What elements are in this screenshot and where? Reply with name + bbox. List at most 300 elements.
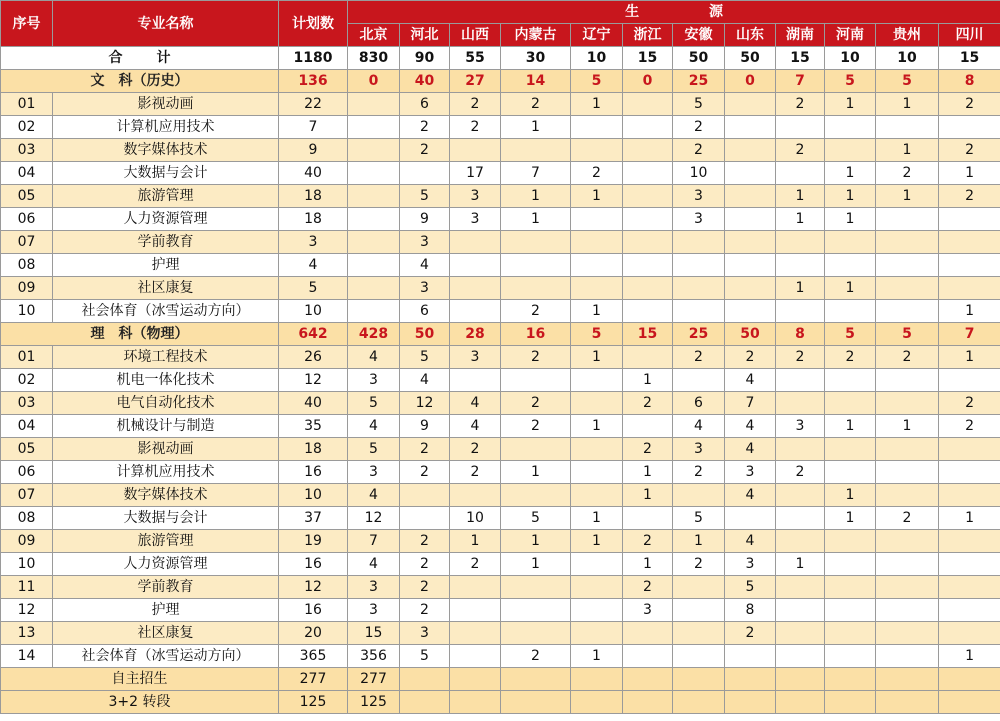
row-major: 影视动画 [53,93,279,116]
row-value [623,231,673,254]
footer-empty-cell [825,668,876,691]
row-index: 09 [1,277,53,300]
row-value [876,461,939,484]
row-major: 影视动画 [53,438,279,461]
row-value [776,162,825,185]
row-value [673,277,725,300]
row-value: 1 [623,484,673,507]
row-value: 2 [673,116,725,139]
row-value [571,139,623,162]
table-row [1,553,1000,576]
row-value [776,484,825,507]
row-value [825,231,876,254]
row-value [450,576,501,599]
row-value [450,300,501,323]
row-value [673,599,725,622]
row-index: 11 [1,576,53,599]
footer-empty-cell [939,668,1000,691]
row-value: 2 [725,346,776,369]
table-row [1,116,1000,139]
row-value: 1 [623,461,673,484]
row-value [571,484,623,507]
row-value: 2 [501,346,571,369]
row-value: 17 [450,162,501,185]
table-row [1,622,1000,645]
row-value [348,231,400,254]
section-value: 25 [673,70,725,93]
row-value: 6 [400,93,450,116]
row-value [571,553,623,576]
row-value [776,392,825,415]
row-value [939,599,1000,622]
row-value [876,645,939,668]
row-value [725,208,776,231]
section-value: 428 [348,323,400,346]
row-plan: 18 [279,185,348,208]
row-value [776,645,825,668]
row-value: 4 [400,254,450,277]
row-major: 数字媒体技术 [53,139,279,162]
row-value: 1 [939,346,1000,369]
row-value: 3 [450,346,501,369]
row-value [348,93,400,116]
row-value [348,254,400,277]
row-plan: 365 [279,645,348,668]
row-plan: 16 [279,599,348,622]
row-value [825,392,876,415]
footer-empty-cell [673,691,725,714]
row-major: 机电一体化技术 [53,369,279,392]
row-plan: 35 [279,415,348,438]
section-value: 28 [450,323,501,346]
section-value: 14 [501,70,571,93]
row-value: 1 [623,369,673,392]
row-value [571,277,623,300]
row-value: 1 [876,93,939,116]
row-value [939,277,1000,300]
row-major: 环境工程技术 [53,346,279,369]
table-row [1,645,1000,668]
row-value [825,530,876,553]
row-value: 4 [725,415,776,438]
row-major: 社区康复 [53,277,279,300]
row-value [623,208,673,231]
row-value [450,277,501,300]
header-province: 安徽 [673,24,725,47]
row-value [571,208,623,231]
row-plan: 12 [279,369,348,392]
row-value: 2 [939,392,1000,415]
header-province: 湖南 [776,24,825,47]
row-value: 2 [450,93,501,116]
row-index: 06 [1,208,53,231]
row-value: 2 [400,599,450,622]
row-value: 1 [571,300,623,323]
section-value: 5 [876,70,939,93]
row-value [825,139,876,162]
row-value [876,484,939,507]
total-value: 30 [501,47,571,70]
row-value [876,300,939,323]
row-plan: 5 [279,277,348,300]
footer-empty-cell [725,691,776,714]
row-value [725,254,776,277]
row-value [876,254,939,277]
table-row [1,576,1000,599]
row-value [673,300,725,323]
row-value [776,116,825,139]
row-value: 3 [776,415,825,438]
row-value [825,438,876,461]
footer-row [1,668,1000,691]
row-major: 大数据与会计 [53,507,279,530]
footer-beijing: 125 [348,691,400,714]
row-plan: 22 [279,93,348,116]
row-value: 2 [623,438,673,461]
row-value: 1 [825,93,876,116]
row-plan: 12 [279,576,348,599]
row-value [623,162,673,185]
row-value [673,369,725,392]
total-value: 830 [348,47,400,70]
section-value: 5 [825,70,876,93]
row-plan: 18 [279,438,348,461]
row-major: 旅游管理 [53,530,279,553]
row-value [673,484,725,507]
header-source-label: 生源 [625,4,794,20]
section-value: 50 [725,323,776,346]
row-value: 8 [725,599,776,622]
table-row [1,599,1000,622]
row-value: 15 [348,622,400,645]
header-index: 序号 [1,1,53,47]
section-value: 8 [939,70,1000,93]
row-value: 2 [501,645,571,668]
row-value [348,139,400,162]
table-row [1,392,1000,415]
row-value [501,622,571,645]
table-row [1,484,1000,507]
row-value: 1 [939,300,1000,323]
row-value [623,507,673,530]
row-major: 社会体育（冰雪运动方向） [53,645,279,668]
row-value [501,139,571,162]
total-value: 50 [725,47,776,70]
footer-plan: 125 [279,691,348,714]
row-value: 2 [450,116,501,139]
total-value: 55 [450,47,501,70]
row-value: 3 [400,231,450,254]
row-value [939,438,1000,461]
footer-empty-cell [450,668,501,691]
table-row [1,162,1000,185]
row-value [776,300,825,323]
total-value: 10 [825,47,876,70]
row-value [939,484,1000,507]
row-value [501,576,571,599]
row-value: 12 [400,392,450,415]
row-value: 1 [776,208,825,231]
row-value [939,208,1000,231]
footer-empty-cell [776,668,825,691]
footer-empty-cell [725,668,776,691]
row-value [571,461,623,484]
row-value: 1 [825,208,876,231]
row-plan: 9 [279,139,348,162]
row-value [825,645,876,668]
row-major: 人力资源管理 [53,208,279,231]
row-value [348,116,400,139]
row-value: 2 [623,392,673,415]
row-value [571,231,623,254]
row-value [450,484,501,507]
section-row [1,323,1000,346]
row-index: 03 [1,392,53,415]
row-value: 2 [400,116,450,139]
row-value [450,645,501,668]
row-index: 14 [1,645,53,668]
row-value: 1 [876,415,939,438]
row-value [501,254,571,277]
footer-empty-cell [400,691,450,714]
row-value: 1 [571,93,623,116]
row-value [876,553,939,576]
row-value [725,277,776,300]
total-label: 合计 [1,47,279,70]
table-row [1,300,1000,323]
row-value: 1 [571,346,623,369]
section-value: 27 [450,70,501,93]
row-index: 04 [1,162,53,185]
table-row [1,208,1000,231]
row-value [450,369,501,392]
row-value [400,162,450,185]
row-value [673,254,725,277]
row-value: 2 [673,346,725,369]
row-major: 护理 [53,254,279,277]
row-value [825,254,876,277]
row-plan: 7 [279,116,348,139]
row-value: 2 [876,346,939,369]
row-index: 12 [1,599,53,622]
row-value: 1 [825,507,876,530]
row-major: 计算机应用技术 [53,461,279,484]
row-value: 4 [348,484,400,507]
row-index: 13 [1,622,53,645]
row-value [776,231,825,254]
table-row [1,254,1000,277]
row-value: 2 [450,461,501,484]
row-value [623,254,673,277]
row-value: 4 [450,415,501,438]
row-value [725,507,776,530]
footer-empty-cell [673,668,725,691]
section-value: 5 [876,323,939,346]
footer-empty-cell [623,668,673,691]
row-plan: 37 [279,507,348,530]
footer-label: 3+2 转段 [1,691,279,714]
row-value [623,93,673,116]
row-value [876,369,939,392]
section-value: 0 [725,70,776,93]
row-value [623,415,673,438]
footer-label: 自主招生 [1,668,279,691]
row-value: 2 [673,139,725,162]
row-value: 5 [400,346,450,369]
row-value [450,254,501,277]
row-major: 护理 [53,599,279,622]
row-value [825,300,876,323]
row-value [571,116,623,139]
row-value: 1 [939,645,1000,668]
row-value [776,438,825,461]
row-value [571,599,623,622]
row-value: 2 [501,93,571,116]
row-value [501,231,571,254]
row-value [876,576,939,599]
row-value [725,645,776,668]
row-value: 2 [776,139,825,162]
row-value: 4 [348,346,400,369]
row-major: 机械设计与制造 [53,415,279,438]
section-value: 0 [348,70,400,93]
row-value: 6 [400,300,450,323]
row-value: 2 [571,162,623,185]
row-value: 9 [400,415,450,438]
row-value: 1 [571,415,623,438]
row-major: 社会体育（冰雪运动方向） [53,300,279,323]
row-index: 05 [1,185,53,208]
row-value [876,208,939,231]
row-value: 2 [939,185,1000,208]
table-row [1,415,1000,438]
row-value: 7 [348,530,400,553]
row-value: 1 [571,645,623,668]
row-value: 2 [623,530,673,553]
footer-empty-cell [825,691,876,714]
row-value [725,185,776,208]
row-value [673,576,725,599]
table-row [1,139,1000,162]
row-value [939,116,1000,139]
row-value [400,484,450,507]
row-value: 2 [825,346,876,369]
row-value [501,484,571,507]
footer-empty-cell [450,691,501,714]
row-value: 5 [725,576,776,599]
row-value [571,622,623,645]
footer-empty-cell [501,668,571,691]
row-value: 4 [450,392,501,415]
table-row [1,93,1000,116]
row-value: 3 [673,208,725,231]
row-plan: 18 [279,208,348,231]
row-value: 5 [348,392,400,415]
section-value: 16 [501,323,571,346]
section-value: 15 [623,323,673,346]
section-value: 7 [939,323,1000,346]
row-plan: 40 [279,392,348,415]
row-value: 1 [501,185,571,208]
row-value [939,530,1000,553]
row-value [876,622,939,645]
section-plan: 136 [279,70,348,93]
row-value: 3 [348,576,400,599]
row-value: 1 [501,116,571,139]
row-plan: 10 [279,484,348,507]
row-value: 6 [673,392,725,415]
row-value [623,346,673,369]
table-row [1,461,1000,484]
table-row [1,530,1000,553]
row-value [776,599,825,622]
header-province: 浙江 [623,24,673,47]
row-value: 1 [825,277,876,300]
row-value: 1 [571,530,623,553]
section-value: 5 [825,323,876,346]
row-value [623,622,673,645]
row-value: 3 [348,369,400,392]
row-plan: 4 [279,254,348,277]
row-index: 01 [1,93,53,116]
row-major: 学前教育 [53,576,279,599]
row-value: 10 [673,162,725,185]
row-index: 07 [1,484,53,507]
row-value: 1 [939,162,1000,185]
row-value: 2 [501,300,571,323]
row-value: 2 [400,553,450,576]
row-value: 3 [725,461,776,484]
row-value: 4 [348,415,400,438]
row-value [623,300,673,323]
header-province: 山西 [450,24,501,47]
header-province: 河南 [825,24,876,47]
section-value: 8 [776,323,825,346]
row-value: 2 [876,507,939,530]
row-value: 5 [673,507,725,530]
row-value: 1 [776,277,825,300]
footer-empty-cell [571,691,623,714]
row-value: 1 [876,139,939,162]
total-value: 15 [623,47,673,70]
header-province: 北京 [348,24,400,47]
row-value [825,461,876,484]
row-major: 人力资源管理 [53,553,279,576]
row-value: 4 [725,438,776,461]
row-value: 1 [939,507,1000,530]
row-index: 08 [1,507,53,530]
row-value: 5 [400,185,450,208]
row-value: 1 [825,162,876,185]
row-value [776,530,825,553]
section-value: 40 [400,70,450,93]
row-major: 计算机应用技术 [53,116,279,139]
row-value [876,116,939,139]
row-value [825,116,876,139]
row-value: 1 [450,530,501,553]
row-plan: 3 [279,231,348,254]
row-value [450,599,501,622]
table-body [1,47,1000,714]
row-value [939,576,1000,599]
table-row [1,369,1000,392]
row-value [623,116,673,139]
row-major: 旅游管理 [53,185,279,208]
row-index: 03 [1,139,53,162]
row-value: 3 [725,553,776,576]
row-value: 2 [673,553,725,576]
footer-empty-cell [571,668,623,691]
